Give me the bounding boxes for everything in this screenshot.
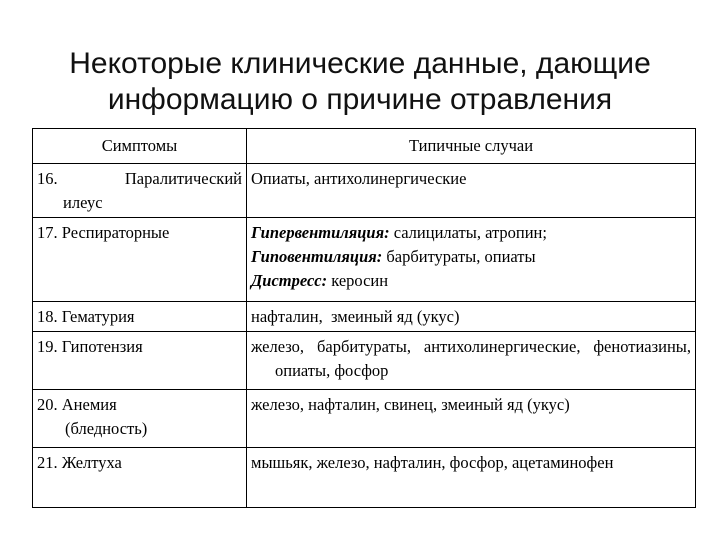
table-row	[33, 164, 696, 218]
cases-text: нафталин, змеиный яд (укус)	[251, 307, 460, 326]
symptom-cell	[33, 448, 247, 508]
slide-title-line-1: Некоторые клинические данные, дающие	[69, 47, 651, 80]
slide-title	[0, 46, 720, 118]
cases-text: мышьяк, железо, нафталин, фосфор, ацетаминофен	[251, 453, 614, 472]
cases-cell	[247, 218, 696, 302]
cases-cell	[247, 302, 696, 332]
symptom-text: 21. Желтуха	[37, 453, 122, 472]
cases-cell	[247, 332, 696, 390]
symptom-text: 17. Респираторные	[37, 223, 170, 242]
cases-text: железо, барбитураты, антихолинергические, фенотиазины, опиаты, фосфор	[251, 337, 691, 380]
symptom-cell	[33, 332, 247, 390]
header-typical-cases: Типичные случаи	[247, 129, 696, 164]
symptom-cell	[33, 390, 247, 448]
cases-line-hypoventilation	[251, 245, 691, 269]
symptom-text: 20. Анемия (бледность)	[37, 395, 148, 438]
cases-line-label: Гиповентиляция:	[251, 247, 383, 266]
symptom-cell	[33, 164, 247, 218]
cases-cell	[247, 390, 696, 448]
table-header-row	[33, 129, 696, 164]
symptom-cell	[33, 302, 247, 332]
cases-cell	[247, 448, 696, 508]
cases-line-label: Дистресс:	[251, 271, 328, 290]
symptom-cell	[33, 218, 247, 302]
cases-text: железо, нафталин, свинец, змеиный яд (укус)	[251, 395, 570, 414]
table-row	[33, 390, 696, 448]
symptom-word: Паралитический	[124, 169, 242, 188]
cases-line-hyperventilation	[251, 221, 691, 245]
table-row	[33, 332, 696, 390]
symptom-text: 18. Гематурия	[37, 307, 135, 326]
symptom-continuation: илеус	[63, 193, 103, 212]
cases-line-label: Гипервентиляция:	[251, 223, 390, 242]
cases-text: Опиаты, антихолинергические	[251, 169, 467, 188]
symptom-number: 16.	[37, 169, 58, 188]
table-row	[33, 218, 696, 302]
table-row	[33, 302, 696, 332]
cases-cell	[247, 164, 696, 218]
slide-title-line-2: информацию о причине отравления	[107, 83, 613, 116]
cases-line-text: керосин	[327, 271, 389, 290]
header-symptoms: Симптомы	[33, 129, 247, 164]
clinical-data-table	[32, 128, 696, 508]
cases-line-text: салицилаты, атропин;	[389, 223, 547, 242]
table-row	[33, 448, 696, 508]
symptom-first-line	[37, 167, 242, 191]
cases-line-text: барбитураты, опиаты	[382, 247, 536, 266]
symptom-text: 19. Гипотензия	[37, 337, 143, 356]
cases-line-distress	[251, 269, 691, 293]
